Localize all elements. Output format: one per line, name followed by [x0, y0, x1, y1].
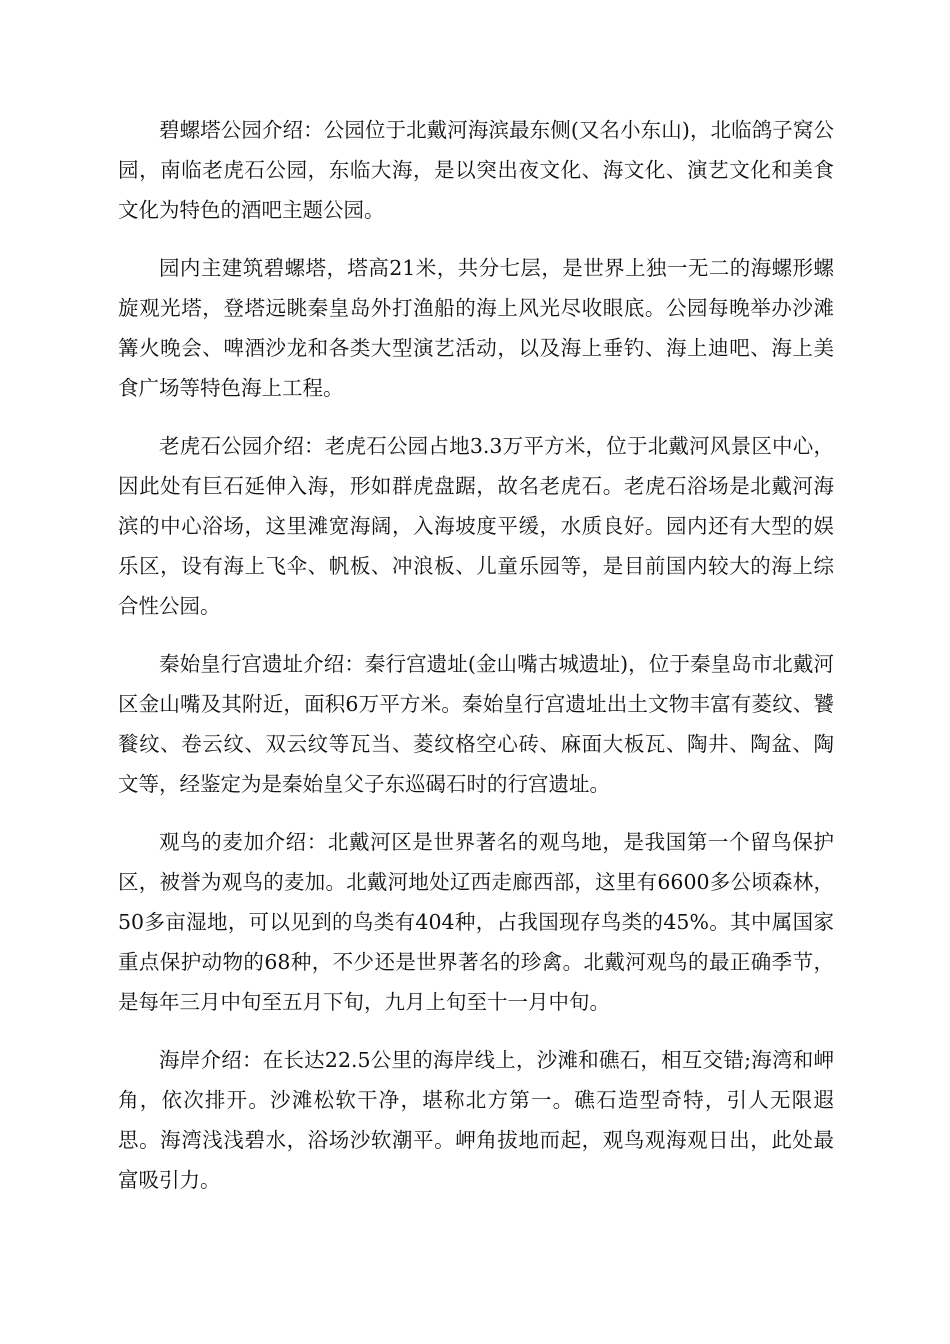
paragraph-tiger-rock-park: 老虎石公园介绍：老虎石公园占地3.3万平方米，位于北戴河风景区中心，因此处有巨石延伸入海，形如群虎盘踞，故名老虎石。老虎石浴场是北戴河海滨的中心浴场，这里滩宽海阔，入海坡度平缓，水质良好。园内还有大型的娱乐区，设有海上飞伞、帆板、冲浪板、儿童乐园等，是目前国内较大的海上综合性公园。 [118, 434, 834, 618]
paragraph-coastline: 海岸介绍：在长达22.5公里的海岸线上，沙滩和礁石，相互交错;海湾和岬角，依次排开。沙滩松软干净，堪称北方第一。礁石造型奇特，引人无限遐思。海湾浅浅碧水，浴场沙软潮平。岬角拔地而起，观鸟观海观日出，此处最富吸引力。 [118, 1048, 834, 1192]
paragraph-biluota-tower: 园内主建筑碧螺塔，塔高21米，共分七层，是世界上独一无二的海螺形螺旋观光塔，登塔远眺秦皇岛外打渔船的海上风光尽收眼底。公园每晚举办沙滩篝火晚会、啤酒沙龙和各类大型演艺活动，以及海上垂钓、海上迪吧、海上美食广场等特色海上工程。 [118, 256, 834, 400]
paragraph-qin-palace-ruins: 秦始皇行宫遗址介绍：秦行宫遗址(金山嘴古城遗址)，位于秦皇岛市北戴河区金山嘴及其附近，面积6万平方米。秦始皇行宫遗址出土文物丰富有菱纹、饕餮纹、卷云纹、双云纹等瓦当、菱纹格空心砖、麻面大板瓦、陶井、陶盆、陶文等，经鉴定为是秦始皇父子东巡碣石时的行宫遗址。 [118, 652, 834, 796]
paragraph-bird-watching: 观鸟的麦加介绍：北戴河区是世界著名的观鸟地，是我国第一个留鸟保护区，被誉为观鸟的麦加。北戴河地处辽西走廊西部，这里有6600多公顷森林，50多亩湿地，可以见到的鸟类有404种，占我国现存鸟类的45%。其中属国家重点保护动物的68种，不少还是世界著名的珍禽。北戴河观鸟的最正确季节，是每年三月中旬至五月下旬，九月上旬至十一月中旬。 [118, 830, 834, 1014]
document-body [118, 110, 834, 1218]
paragraph-biluota-park: 碧螺塔公园介绍：公园位于北戴河海滨最东侧(又名小东山)，北临鸽子窝公园，南临老虎石公园，东临大海，是以突出夜文化、海文化、演艺文化和美食文化为特色的酒吧主题公园。 [118, 118, 834, 222]
